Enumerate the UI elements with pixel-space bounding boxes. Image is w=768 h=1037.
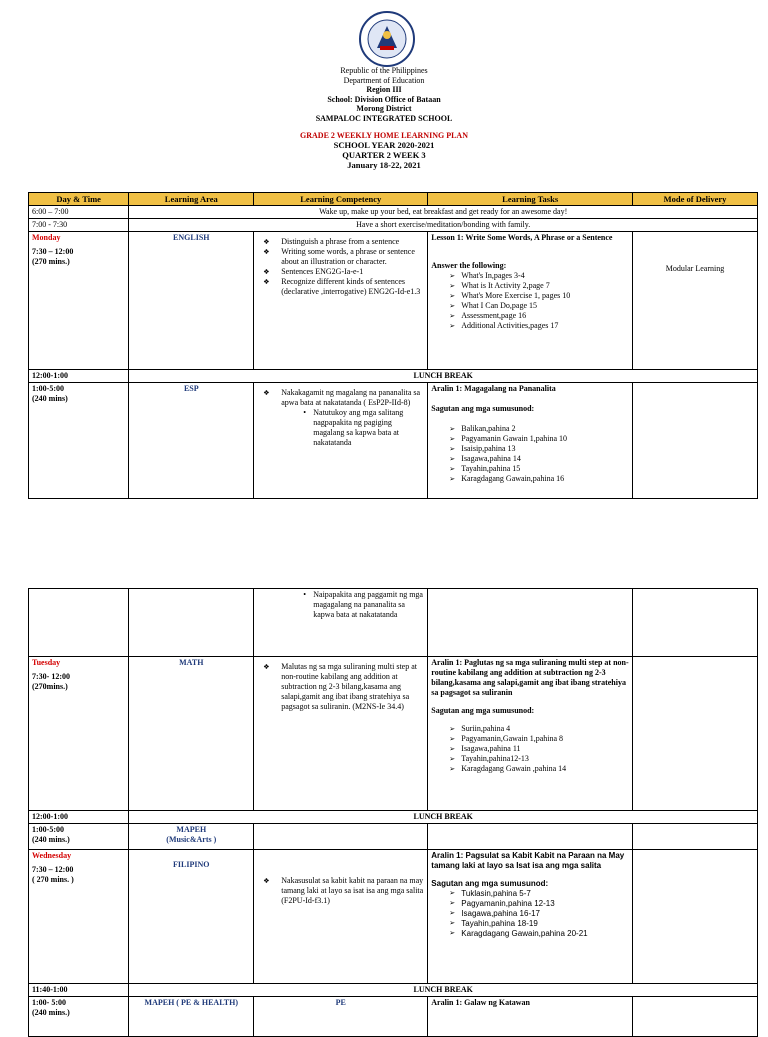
table-row-esp-continued: [29, 589, 758, 657]
minutes: (270mins.): [32, 682, 68, 691]
time-range: 7:30 – 12:00: [32, 247, 74, 256]
day-time-cell: [29, 589, 129, 657]
competency-cell: [254, 824, 428, 850]
deped-seal-logo: [351, 10, 423, 68]
task-item: ➢ Isagawa,pahina 16-17: [431, 909, 629, 919]
learning-area: MATH: [129, 657, 254, 811]
time-range: 7:30- 12:00: [32, 672, 70, 681]
minutes: (240 mins.): [32, 1008, 70, 1017]
instruction: Sagutan ang mga sumusunod:: [431, 879, 549, 888]
table-row-lunch: [29, 370, 758, 383]
competency-item: ❖ Nakasusulat sa kabit kabit na paraan na may tamang laki at layo sa isat isa ang mga salita (F2PU-Id-f3.1): [257, 876, 424, 906]
table-row-pe: [29, 997, 758, 1037]
task-item: ➢ Balikan,pahina 2: [431, 424, 629, 434]
task-item: ➢ Pagyamanin,pahina 12-13: [431, 899, 629, 909]
header-line-5: Morong District: [356, 104, 412, 113]
mode-cell: [633, 657, 758, 811]
tasks-cell: [428, 383, 633, 499]
day-label: Tuesday: [32, 658, 61, 667]
task-item: ➢ Isaisip,pahina 13: [431, 444, 629, 454]
time-cell: 12:00-1:00: [29, 370, 129, 383]
mode-cell: [633, 383, 758, 499]
task-item: ➢ Pagyamanin,Gawain 1,pahina 8: [431, 734, 629, 744]
column-header: Learning Competency: [254, 193, 428, 206]
tasks-cell: [428, 850, 633, 984]
day-time-cell: [29, 850, 129, 984]
competency-cell: PE: [254, 997, 428, 1037]
mode-cell: [633, 232, 758, 370]
table-row-lunch: [29, 984, 758, 997]
competency-subitem: • Naipapakita ang paggamit ng mga magagalang na pananalita sa kapwa bata at nakatatanda: [313, 590, 424, 620]
day-time-cell: [29, 232, 129, 370]
lesson-title: Aralin 1: Magagalang na Pananalita: [431, 384, 556, 393]
minutes: (270 mins.): [32, 257, 70, 266]
time-cell: 6:00 – 7:00: [29, 206, 129, 219]
lesson-title: Aralin 1: Pagsulat sa Kabit Kabit na Paraan na May tamang laki at layo sa Isat isa ang mga salita: [431, 851, 625, 870]
lunch-break: LUNCH BREAK: [129, 370, 758, 383]
column-header: Learning Area: [129, 193, 254, 206]
table-header-row: [29, 193, 758, 206]
area-name: MAPEH: [176, 825, 207, 834]
task-item: ➢ What's In,pages 3-4: [431, 271, 629, 281]
header-line-3: Region III: [366, 85, 402, 94]
tasks-cell: [428, 824, 633, 850]
day-time-cell: [29, 824, 129, 850]
instruction: Sagutan ang mga sumusunod:: [431, 706, 535, 715]
column-header: Mode of Delivery: [633, 193, 758, 206]
task-item: ➢ Isagawa,pahina 14: [431, 454, 629, 464]
competency-cell: [254, 589, 428, 657]
document-header: [0, 66, 768, 170]
instruction: Sagutan ang mga sumusunod:: [431, 404, 535, 413]
header-line-2: Department of Education: [343, 75, 425, 85]
minutes: (240 mins.): [32, 835, 70, 844]
lesson-title: Aralin 1: Galaw ng Katawan: [428, 997, 633, 1037]
competency-cell: [254, 383, 428, 499]
header-line-1: Republic of the Philippines: [340, 66, 428, 75]
competency-subitem: • Natutukoy ang mga salitang nagpapakita ng pagiging magalang sa kapwa bata at nakatatanda: [313, 408, 424, 448]
school-year: SCHOOL YEAR 2020-2021: [333, 140, 435, 150]
task-item: ➢ Tayahin,pahina12-13: [431, 754, 629, 764]
competency-item: ❖ Distinguish a phrase from a sentence: [257, 237, 424, 247]
competency-item: ❖ Writing some words, a phrase or sentence about an illustration or character.: [257, 247, 424, 267]
competency-cell: [254, 657, 428, 811]
plan-title: GRADE 2 WEEKLY HOME LEARNING PLAN: [300, 131, 468, 140]
table-row-wednesday: [29, 850, 758, 984]
lesson-title: Aralin 1: Paglutas ng sa mga suliraning multi step at non-routine kabilang ang addition at subtraction ng 2-3 bilang,kasama ang salapi,gamit ang ibat ibang stratehiya sa pagsagot sa suliranin: [431, 658, 629, 697]
task-item: ➢ Tuklasin,pahina 5-7: [431, 889, 629, 899]
time-cell: 7:00 - 7:30: [29, 219, 129, 232]
task-item: ➢ Suriin,pahina 4: [431, 724, 629, 734]
task-item: ➢ Tayahin,pahina 15: [431, 464, 629, 474]
task-item: ➢ What's More Exercise 1, pages 10: [431, 291, 629, 301]
tasks-cell: [428, 657, 633, 811]
table-row: [29, 219, 758, 232]
time-range: 7:30 – 12:00: [32, 865, 74, 874]
competency-item: ❖ Sentences ENG2G-Ia-e-1: [257, 267, 424, 277]
learning-plan-table-page-2: [28, 588, 758, 1037]
column-header: Learning Tasks: [428, 193, 633, 206]
column-header: Day & Time: [29, 193, 129, 206]
task-item: ➢ What is It Activity 2,page 7: [431, 281, 629, 291]
task-item: ➢ Karagdagang Gawain,pahina 16: [431, 474, 629, 484]
learning-area: ENGLISH: [129, 232, 254, 370]
tasks-cell: [428, 232, 633, 370]
table-row-tuesday: [29, 657, 758, 811]
competency-item: ❖ Recognize different kinds of sentences (declarative ,interrogative) ENG2G-Id-e1.3: [257, 277, 424, 297]
routine-cell: Wake up, make up your bed, eat breakfast and get ready for an awesome day!: [129, 206, 758, 219]
competency-item: ❖ Malutas ng sa mga suliraning multi step at non-routine kabilang ang addition at subtraction ng 2-3 bilang,kasama ang salapi,gamit ang ibat ibang stratehiya sa pagsagot sa suliranin. (M2NS-Ie 34.4): [257, 662, 424, 712]
header-line-6: SAMPALOC INTEGRATED SCHOOL: [315, 113, 453, 123]
day-time-cell: [29, 997, 129, 1037]
learning-area: [129, 589, 254, 657]
competency-cell: [254, 850, 428, 984]
minutes: (240 mins): [32, 394, 68, 403]
time-range: 1:00-5:00: [32, 825, 64, 834]
task-item: ➢ Additional Activities,pages 17: [431, 321, 629, 331]
mode-cell: [633, 824, 758, 850]
mode-cell: [633, 850, 758, 984]
quarter-week: QUARTER 2 WEEK 3: [342, 150, 426, 160]
table-row-mapeh: [29, 824, 758, 850]
task-item: ➢ Tayahin,pahina 18-19: [431, 919, 629, 929]
learning-area: MAPEH ( PE & HEALTH): [129, 997, 254, 1037]
instruction: Answer the following:: [431, 261, 507, 270]
day-label: Wednesday: [32, 851, 72, 860]
task-item: ➢ Pagyamanin Gawain 1,pahina 10: [431, 434, 629, 444]
date-range: January 18-22, 2021: [347, 160, 421, 170]
time-cell: 12:00-1:00: [29, 811, 129, 824]
learning-area: [129, 824, 254, 850]
day-time-cell: [29, 657, 129, 811]
minutes: ( 270 mins. ): [32, 875, 74, 884]
mode-cell: [633, 997, 758, 1037]
routine-cell: Have a short exercise/meditation/bonding with family.: [129, 219, 758, 232]
mode-of-delivery: Modular Learning: [665, 264, 725, 273]
lunch-break: LUNCH BREAK: [129, 984, 758, 997]
mode-cell: [633, 589, 758, 657]
lesson-title: Lesson 1: Write Some Words, A Phrase or a Sentence: [431, 233, 613, 242]
task-item: ➢ What I Can Do,page 15: [431, 301, 629, 311]
tasks-cell: [428, 589, 633, 657]
learning-area: FILIPINO: [129, 850, 254, 984]
task-item: ➢ Karagdagang Gawain,pahina 20-21: [431, 929, 629, 939]
learning-plan-table-page-1: [28, 192, 758, 499]
learning-area: ESP: [129, 383, 254, 499]
time-range: 1:00-5:00: [32, 384, 64, 393]
task-item: ➢ Assessment,page 16: [431, 311, 629, 321]
lunch-break: LUNCH BREAK: [129, 811, 758, 824]
time-range: 1:00- 5:00: [32, 998, 66, 1007]
competency-cell: [254, 232, 428, 370]
time-cell: 11:40-1:00: [29, 984, 129, 997]
table-row-esp: [29, 383, 758, 499]
task-item: ➢ Karagdagang Gawain ,pahina 14: [431, 764, 629, 774]
table-row-lunch: [29, 811, 758, 824]
header-line-4: School: Division Office of Bataan: [327, 94, 441, 104]
competency-item: ❖ Nakakagamit ng magalang na pananalita sa apwa bata at nakatatanda ( EsP2P-IId-8): [257, 388, 424, 408]
area-subtitle: (Music&Arts ): [166, 835, 217, 844]
day-label: Monday: [32, 233, 61, 242]
table-row-monday: [29, 232, 758, 370]
table-row: [29, 206, 758, 219]
task-item: ➢ Isagawa,pahina 11: [431, 744, 629, 754]
day-time-cell: [29, 383, 129, 499]
